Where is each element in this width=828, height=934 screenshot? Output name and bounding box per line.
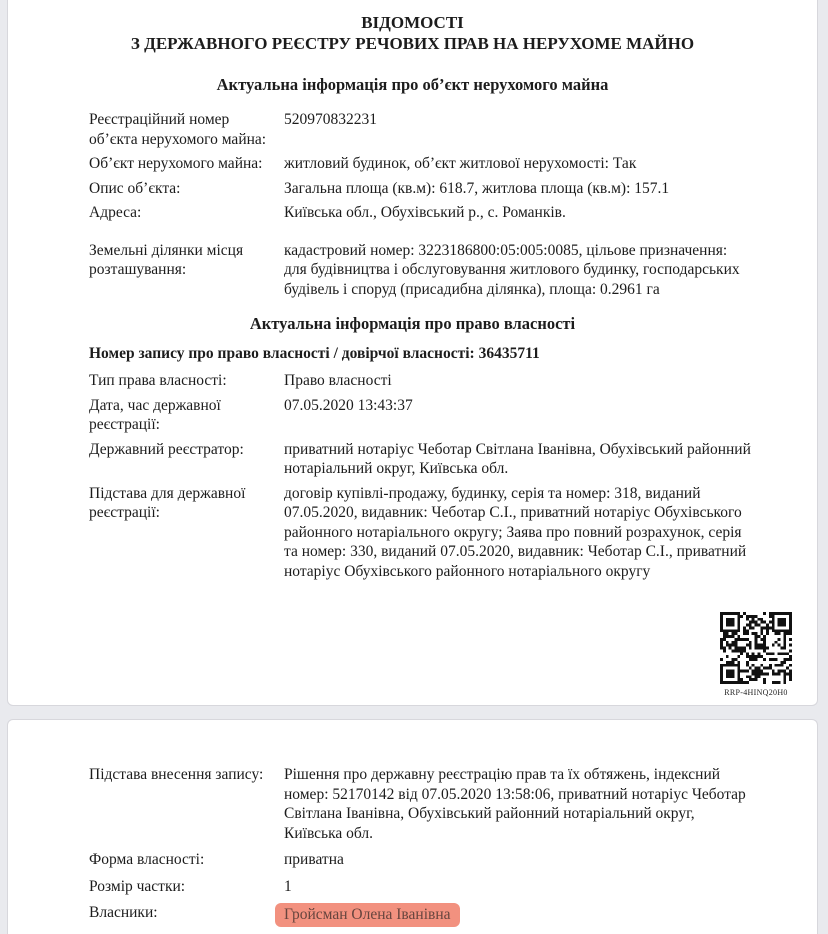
field-label: Об’єкт нерухомого майна:: [89, 155, 263, 172]
row-registration-number: [89, 110, 799, 149]
qr-code: [720, 612, 792, 684]
ownership-info-rows: [8, 371, 817, 581]
document-title: [8, 12, 817, 54]
field-value: приватний нотаріус Чеботар Світлана Іванівна, Обухівський районний нотаріальний округ, Київська обл.: [284, 440, 751, 477]
field-value: 07.05.2020 13:43:37: [284, 396, 413, 414]
row-object-type: [89, 154, 799, 174]
field-label: Реєстраційний номер об’єкта нерухомого майна:: [89, 111, 267, 148]
qr-block: [711, 612, 801, 697]
row-registration-datetime: [89, 396, 799, 435]
field-label: Підстава внесення запису:: [89, 766, 264, 783]
field-value: Загальна площа (кв.м): 618.7, житлова площа (кв.м): 157.1: [284, 179, 670, 197]
field-label: Тип права власності:: [89, 372, 227, 389]
field-value: приватна: [284, 851, 344, 868]
row-state-registrar: [89, 440, 799, 479]
field-label: Підстава для державної реєстрації:: [89, 484, 246, 521]
document-page-1: [7, 0, 818, 706]
field-value: Київська обл., Обухівський р., с. Романків.: [284, 204, 566, 221]
field-label: Земельні ділянки місця розташування:: [89, 241, 244, 278]
page2-rows: [8, 720, 817, 927]
section-header-object: Актуальна інформація про об’єкт нерухомого майна: [216, 75, 609, 94]
qr-code-svg: [720, 612, 792, 684]
row-ownership-type: [89, 371, 799, 391]
field-value: кадастровий номер: 3223186800:05:005:0085, цільове призначення: для будівництва і обслуговування житлового будинку, господарських будівель і споруд (присадибна ділянка), площа: 0.2961 га: [284, 241, 740, 298]
field-value: договір купівлі-продажу, будинку, серія та номер: 318, виданий 07.05.2020, видавник: Чеботар С.І., приватний нотаріус Обухівського районного нотаріального округу; Заява про повний розрахунок, серія та номер: 330, виданий 07.05.2020, видавник: Чеботар С.І., приватний нотаріус Обухівського районного нотаріального округу: [284, 484, 747, 580]
row-record-entry-basis: [89, 765, 799, 843]
row-owners: [89, 903, 799, 927]
document-page-2: [7, 719, 818, 934]
field-label: Опис об’єкта:: [89, 179, 181, 197]
row-land-parcels: [89, 241, 799, 300]
field-value: Право власності: [284, 372, 392, 389]
field-label: Адреса:: [89, 204, 142, 221]
section-header-ownership: Актуальна інформація про право власності: [249, 314, 576, 333]
row-object-description: [89, 179, 799, 199]
field-value: Рішення про державну реєстрацію прав та їх обтяжень, індексний номер: 52170142 від 07.05.2020 13:58:06, приватний нотаріус Чеботар Світлана Іванівна, Обухівський районний нотаріальний округ, Київська обл.: [284, 766, 746, 842]
field-label: Форма власності:: [89, 851, 205, 868]
field-label: Дата, час державної реєстрації:: [89, 396, 221, 433]
row-registration-basis: [89, 484, 799, 582]
field-value: 1: [284, 877, 292, 895]
field-label: Розмір частки:: [89, 877, 186, 895]
qr-caption: RRP-4HINQ20H0: [724, 688, 788, 697]
document-title-line2: З ДЕРЖАВНОГО РЕЄСТРУ РЕЧОВИХ ПРАВ НА НЕРУХОМЕ МАЙНО: [130, 34, 695, 53]
field-value: 520970832231: [284, 111, 377, 128]
field-value: житловий будинок, об’єкт житлової нерухомості: Так: [284, 155, 637, 172]
row-address: [89, 203, 799, 223]
field-label: Державний реєстратор:: [89, 440, 244, 458]
field-value: [284, 903, 752, 927]
document-title-line1: ВІДОМОСТІ: [361, 13, 464, 32]
row-share-size: [89, 877, 799, 897]
ownership-record-number: Номер запису про право власності / довірчої власності: 36435711: [89, 345, 540, 362]
owner-name-highlight: Гройсман Олена Іванівна: [275, 903, 460, 927]
row-ownership-form: [89, 850, 799, 870]
object-info-rows: [8, 110, 817, 299]
field-label: Власники:: [89, 904, 158, 921]
